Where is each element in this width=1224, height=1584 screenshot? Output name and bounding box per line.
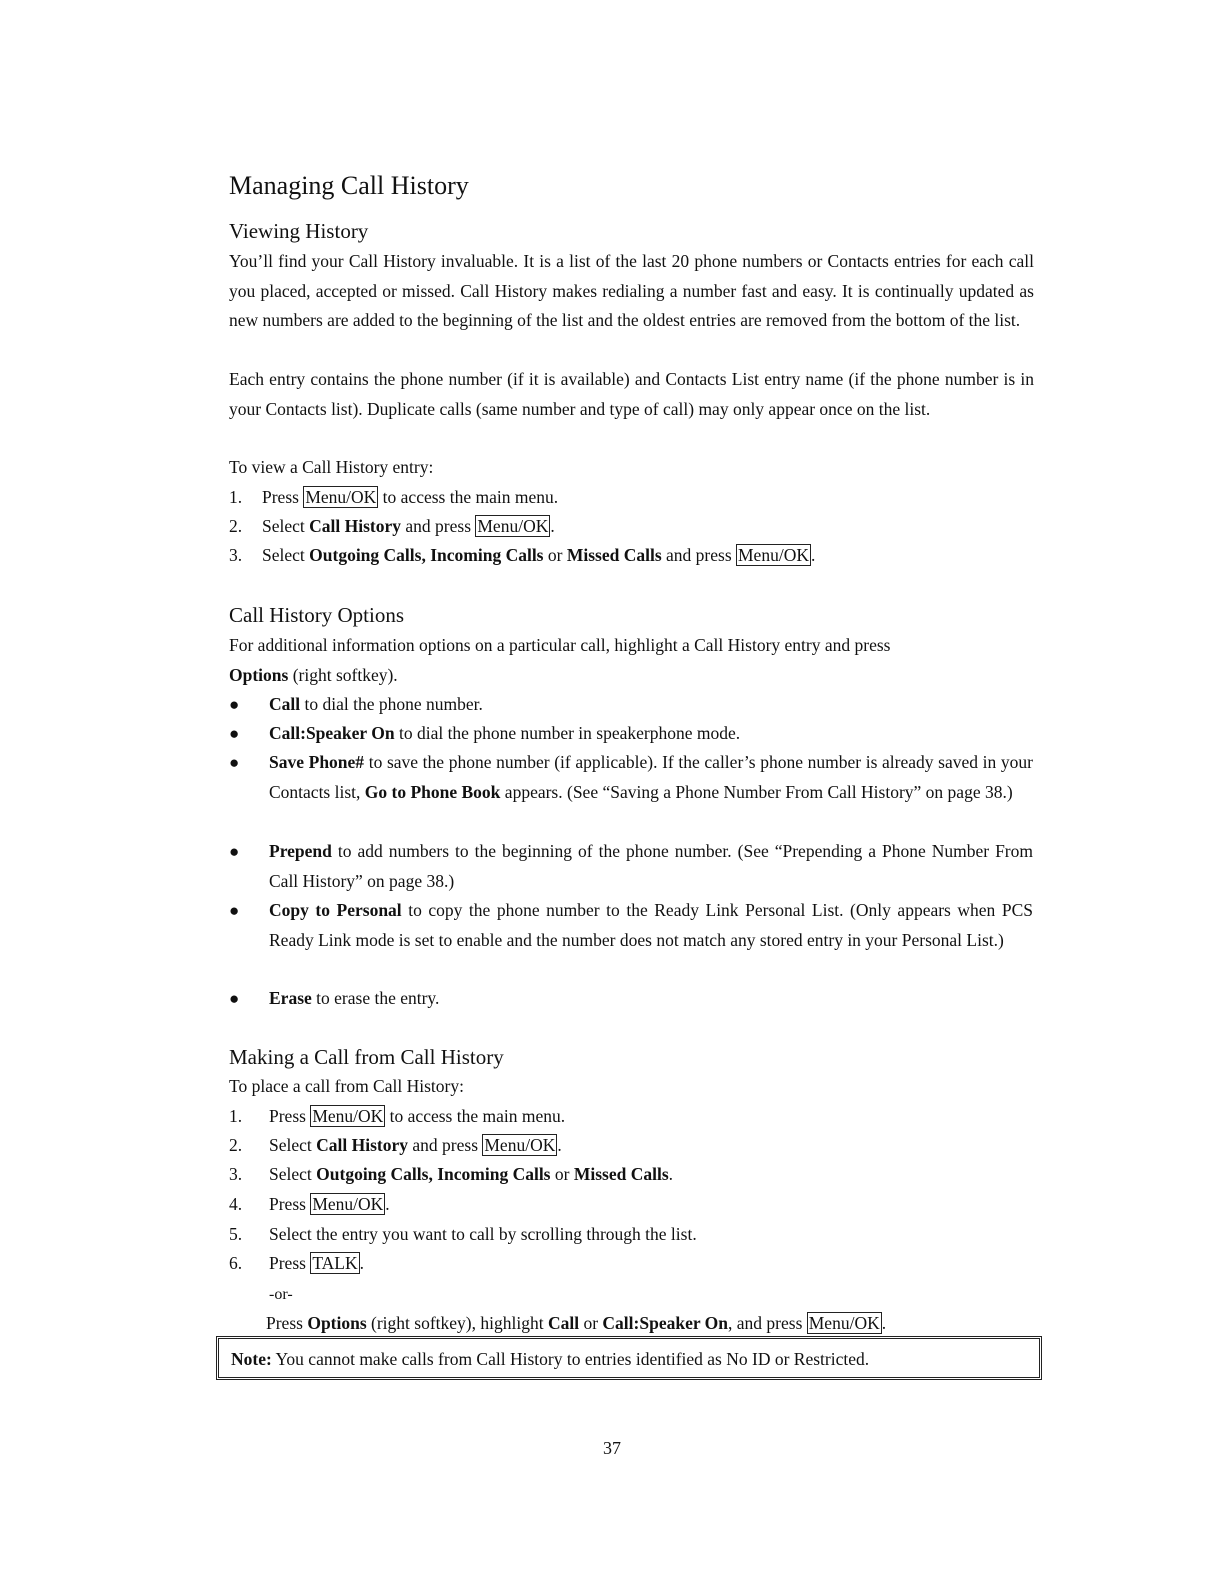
options-intro-text: For additional information options on a particular call, highlight a Call History entry and press	[229, 635, 891, 655]
step-text: or	[543, 545, 567, 565]
note-body: You cannot make calls from Call History to entries identified as No ID or Restricted.	[271, 1349, 870, 1369]
step-number: 2.	[229, 516, 243, 536]
step-text: and press	[661, 545, 736, 565]
option-description: to dial the phone number in speakerphone mode.	[394, 723, 741, 743]
step-item	[269, 1131, 562, 1161]
viewing-history-heading: Viewing History	[229, 219, 369, 243]
step-text: or	[579, 1313, 603, 1333]
option-description: to add numbers to the beginning of the phone number. (See “Prepending a Phone Number From Call History” on page 38.)	[269, 841, 1033, 891]
step-text: .	[668, 1164, 674, 1184]
step-text: (right softkey), highlight	[366, 1313, 548, 1333]
step-bold-text: Call	[547, 1313, 580, 1333]
step-text: Select	[269, 1135, 317, 1155]
step-text: .	[359, 1253, 364, 1273]
step-bold-text: Options	[307, 1313, 367, 1333]
note-text	[231, 1346, 869, 1372]
option-name: Copy to Personal	[269, 900, 402, 920]
step-text: to access the main menu.	[378, 487, 559, 507]
step-text: and press	[408, 1135, 483, 1155]
note-label: Note:	[231, 1349, 272, 1369]
option-item-copy-to-personal	[269, 896, 1033, 955]
step-number: 5.	[229, 1224, 243, 1244]
option-name: Prepend	[269, 841, 332, 861]
step-text: Press	[266, 1313, 308, 1333]
step-text: and press	[401, 516, 476, 536]
step-item	[269, 1249, 364, 1279]
step-number: 1.	[229, 1106, 243, 1126]
call-history-options-heading: Call History Options	[229, 603, 405, 627]
bullet-icon: ●	[229, 724, 240, 743]
making-call-heading: Making a Call from Call History	[229, 1045, 504, 1069]
step-text: Select	[269, 1164, 317, 1184]
option-name: Go to Phone Book	[364, 781, 501, 802]
page-number: 37	[603, 1438, 621, 1458]
step-item	[269, 1102, 565, 1132]
option-description: to save the phone number (if applicable). If the caller’s phone number is already saved in your Contacts list,	[269, 752, 1033, 802]
option-name: Erase	[269, 988, 312, 1008]
step-number: 6.	[229, 1253, 243, 1273]
menu-ok-key: Menu/OK	[477, 516, 549, 536]
step-number: 2.	[229, 1135, 243, 1155]
bullet-icon: ●	[229, 842, 240, 861]
step-text: Press	[269, 1253, 311, 1273]
step-text: Press	[262, 487, 304, 507]
step-number: 3.	[229, 1164, 243, 1184]
options-intro	[229, 631, 1034, 690]
step-number: 3.	[229, 545, 243, 565]
step-item: Select the entry you want to call by scrolling through the list.	[269, 1224, 697, 1244]
step-item	[269, 1160, 673, 1190]
menu-ok-key: Menu/OK	[312, 1194, 384, 1214]
bullet-icon: ●	[229, 695, 240, 714]
making-call-intro: To place a call from Call History:	[229, 1076, 464, 1096]
options-softkey-label: Options	[229, 664, 289, 685]
step-text: , and press	[728, 1313, 807, 1333]
note-box	[216, 1336, 1042, 1380]
step-bold-text: Call History	[309, 516, 402, 536]
step-text: .	[557, 1135, 562, 1155]
menu-ok-key: Menu/OK	[808, 1313, 880, 1333]
viewing-history-paragraph-2: Each entry contains the phone number (if it is available) and Contacts List entry name (if the phone number is in your Contacts list). Duplicate calls (same number and type of call) may only appear once on the list.	[229, 369, 1034, 419]
step-bold-text: Missed Calls	[566, 545, 662, 565]
menu-ok-key: Menu/OK	[484, 1135, 556, 1155]
option-item-call-speaker-on	[269, 719, 1033, 749]
step-text: Select	[262, 516, 310, 536]
step-bold-text: Missed Calls	[573, 1164, 669, 1184]
option-name: Save Phone#	[269, 752, 365, 772]
bullet-icon: ●	[229, 753, 240, 772]
step-text: Press	[269, 1194, 311, 1214]
step-item	[269, 1190, 390, 1220]
menu-ok-key: Menu/OK	[312, 1106, 384, 1126]
option-item-prepend	[269, 837, 1033, 896]
step-text: Select	[262, 545, 310, 565]
option-description: to erase the entry.	[311, 988, 440, 1008]
option-description: appears. (See “Saving a Phone Number From Call History” on page 38.)	[500, 781, 1013, 802]
step-text: .	[810, 545, 816, 565]
option-name: Call	[269, 694, 301, 714]
bullet-icon: ●	[229, 989, 240, 1008]
viewing-history-intro: To view a Call History entry:	[229, 457, 434, 477]
step-text: .	[550, 516, 555, 536]
step-item	[262, 541, 815, 571]
step-text: .	[881, 1313, 887, 1333]
option-description: to copy the phone number to the Ready Link Personal List. (Only appears when PCS Ready Link mode is set to enable and the number does not match any stored entry in your Personal List.)	[269, 900, 1033, 950]
alternative-step	[266, 1309, 886, 1339]
option-item-call	[269, 690, 1033, 720]
talk-key: TALK	[312, 1253, 358, 1273]
step-text: Press	[269, 1106, 311, 1126]
or-separator: -or-	[269, 1286, 293, 1303]
page-title: Managing Call History	[229, 171, 469, 200]
step-bold-text: Call:Speaker On	[602, 1313, 729, 1333]
step-text: to access the main menu.	[385, 1106, 566, 1126]
option-description: to dial the phone number.	[300, 694, 483, 714]
step-text: or	[550, 1164, 574, 1184]
option-item-erase	[269, 984, 1033, 1014]
step-item	[262, 512, 555, 542]
step-item	[262, 483, 558, 513]
step-bold-text: Outgoing Calls, Incoming Calls	[309, 545, 544, 565]
viewing-history-paragraph-1: You’ll find your Call History invaluable. It is a list of the last 20 phone numbers or Contacts entries for each call you placed, accepted or missed. Call History makes redialing a number fast and easy. It is continually updated as new numbers are added to the beginning of the list and the oldest entries are removed from the bottom of the list.	[229, 251, 1034, 330]
step-text: .	[385, 1194, 390, 1214]
option-name: Call:Speaker On	[269, 723, 395, 743]
menu-ok-key: Menu/OK	[305, 487, 377, 507]
step-bold-text: Outgoing Calls, Incoming Calls	[316, 1164, 551, 1184]
option-item-save-phone	[269, 748, 1033, 807]
step-bold-text: Call History	[316, 1135, 409, 1155]
options-intro-rest: (right softkey).	[288, 664, 398, 685]
step-number: 1.	[229, 487, 243, 507]
menu-ok-key: Menu/OK	[738, 545, 809, 565]
step-number: 4.	[229, 1194, 243, 1214]
bullet-icon: ●	[229, 901, 240, 920]
